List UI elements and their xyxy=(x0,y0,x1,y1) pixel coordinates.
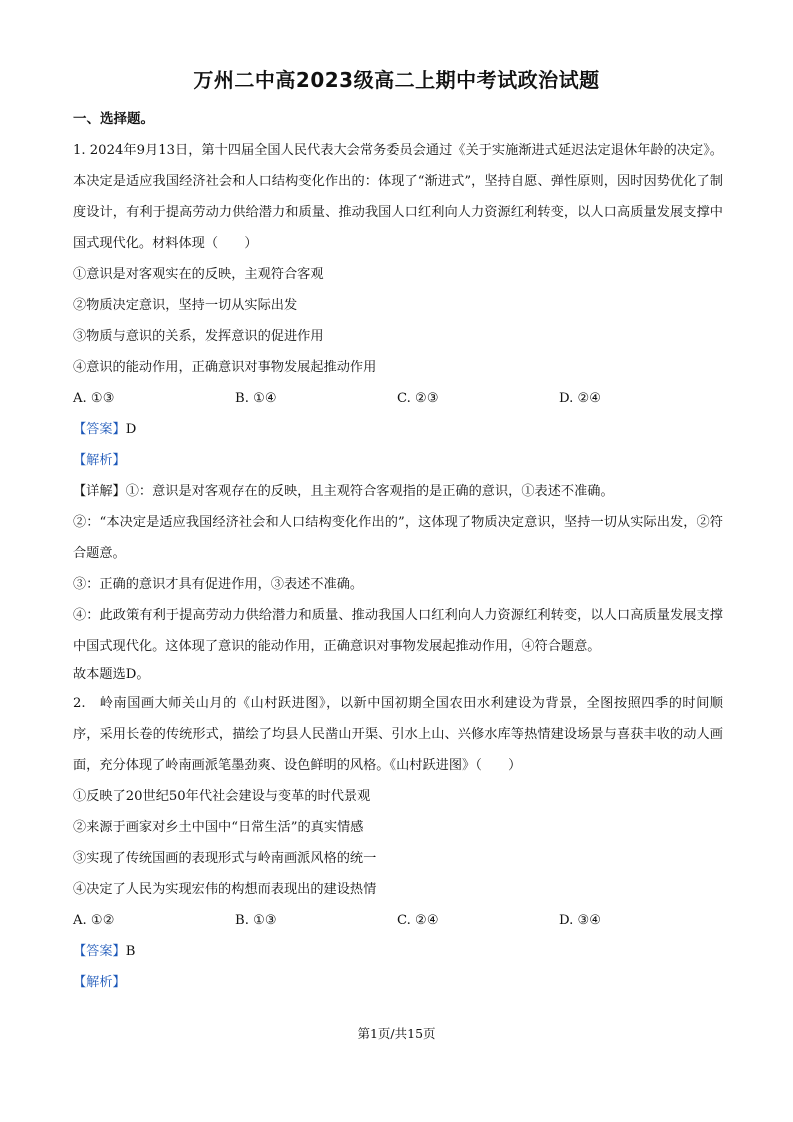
q2-answer xyxy=(73,936,723,967)
section-heading: 一、选择题。 xyxy=(73,111,154,127)
q2-analysis xyxy=(73,967,723,998)
q2-options xyxy=(73,905,723,936)
q2-statement-2: ②来源于画家对乡土中国中“日常生活”的真实情感 xyxy=(73,820,364,835)
page-footer: 第1页/共15页 xyxy=(357,1026,436,1041)
q2-option-a: A. ①② xyxy=(73,913,115,928)
q1-explanation-1-text: ①：意识是对客观存在的反映，且主观符合客观指的是正确的意识，①表述不准确。 xyxy=(125,484,614,499)
document-title: 万州二中高2023级高二上期中考试政治试题 xyxy=(193,68,600,92)
q1-statement-3: ③物质与意识的关系，发挥意识的促进作用 xyxy=(73,329,324,344)
q1-answer xyxy=(73,414,723,445)
q2-option-b: B. ①③ xyxy=(235,913,277,928)
question-1-stem: 1. 2024年9月13日，第十四届全国人民代表大会常务委员会通过《关于实施渐进式延迟法定退休年龄的决定》。本决定是适应我国经济社会和人口结构变化作出的：体现了“渐进式”，坚持自愿、弹性原则，因时因势优化了制度设计，有利于提高劳动力供给潜力和质量、推动我国人口红利向人力资源红利转变，以人口高质量发展支撑中国式现代化。材料体现（ ） xyxy=(73,143,723,251)
q1-option-d: D. ②④ xyxy=(559,391,602,406)
q2-option-d: D. ③④ xyxy=(559,913,602,928)
q1-option-a: A. ①③ xyxy=(73,391,115,406)
q1-answer-value: D xyxy=(125,422,137,437)
q1-conclusion: 故本题选D。 xyxy=(73,667,150,682)
question-2-stem: 2. 岭南国画大师关山月的《山村跃进图》，以新中国初期全国农田水利建设为背景，全图按照四季的时间顺序，采用长卷的传统形式，描绘了均县人民凿山开渠、引水上山、兴修水库等热情建设场景与喜获丰收的动人画面，充分体现了岭南画派笔墨劲爽、设色鲜明的风格。《山村跃进图》（ ） xyxy=(73,696,723,773)
q1-explanation-2: ②：“本决定是适应我国经济社会和人口结构变化作出的”，这体现了物质决定意识，坚持一切从实际出发，②符合题意。 xyxy=(73,515,723,561)
q1-options xyxy=(73,383,723,414)
document-body xyxy=(73,104,723,998)
q2-statement-1: ①反映了20世纪50年代社会建设与变革的时代景观 xyxy=(73,789,371,804)
q2-statement-4: ④决定了人民为实现宏伟的构想而表现出的建设热情 xyxy=(73,882,377,897)
q2-answer-tag: 【答案】 xyxy=(73,944,126,959)
q1-statement-1: ①意识是对客观实在的反映，主观符合客观 xyxy=(73,267,324,282)
q2-analysis-tag: 【解析】 xyxy=(73,975,126,990)
q1-detail-tag: 【详解】 xyxy=(73,484,126,499)
q1-option-c: C. ②③ xyxy=(397,391,439,406)
q2-statement-3: ③实现了传统国画的表现形式与岭南画派风格的统一 xyxy=(73,851,377,866)
q1-answer-tag: 【答案】 xyxy=(73,422,126,437)
q2-answer-value: B xyxy=(125,944,136,959)
q1-analysis xyxy=(73,445,723,476)
q1-explanation-4: ④：此政策有利于提高劳动力供给潜力和质量、推动我国人口红利向人力资源红利转变，以人口高质量发展支撑中国式现代化。这体现了意识的能动作用，正确意识对事物发展起推动作用，④符合题意。 xyxy=(73,608,723,654)
q1-statement-2: ②物质决定意识，坚持一切从实际出发 xyxy=(73,298,298,313)
q1-analysis-tag: 【解析】 xyxy=(73,453,126,468)
q1-statement-4: ④意识的能动作用，正确意识对事物发展起推动作用 xyxy=(73,360,377,375)
q1-option-b: B. ①④ xyxy=(235,391,277,406)
q1-explanation-3: ③：正确的意识才具有促进作用，③表述不准确。 xyxy=(73,577,364,592)
q2-option-c: C. ②④ xyxy=(397,913,439,928)
q1-explanation-1 xyxy=(73,476,723,507)
